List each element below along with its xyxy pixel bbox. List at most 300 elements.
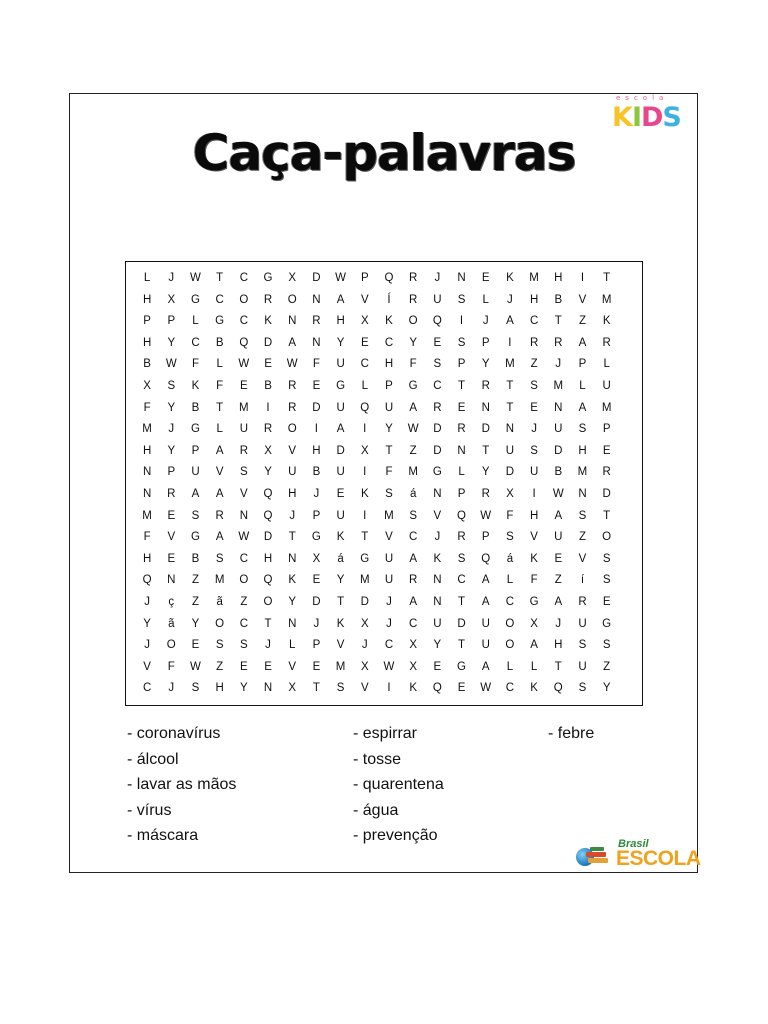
grid-cell[interactable]: A: [481, 660, 490, 673]
grid-cell[interactable]: S: [578, 509, 587, 522]
grid-cell[interactable]: R: [167, 487, 176, 500]
grid-cell[interactable]: D: [602, 487, 611, 500]
grid-cell[interactable]: P: [143, 315, 151, 328]
grid-cell[interactable]: A: [530, 639, 538, 652]
grid-cell[interactable]: O: [287, 423, 297, 436]
grid-cell[interactable]: J: [289, 509, 296, 522]
grid-cell[interactable]: H: [288, 487, 297, 500]
grid-cell[interactable]: M: [553, 379, 564, 392]
grid-cell[interactable]: F: [385, 466, 393, 479]
grid-cell[interactable]: R: [409, 293, 418, 306]
grid-cell[interactable]: Z: [530, 358, 538, 371]
grid-cell[interactable]: Z: [578, 315, 586, 328]
grid-cell[interactable]: K: [530, 682, 538, 695]
grid-cell[interactable]: U: [336, 401, 345, 414]
grid-cell[interactable]: F: [216, 379, 224, 392]
grid-cell[interactable]: F: [191, 358, 199, 371]
grid-cell[interactable]: M: [335, 660, 346, 673]
grid-cell[interactable]: X: [409, 660, 417, 673]
grid-cell[interactable]: L: [289, 639, 296, 652]
grid-cell[interactable]: Z: [191, 595, 199, 608]
grid-cell[interactable]: A: [409, 401, 417, 414]
grid-cell[interactable]: R: [578, 595, 587, 608]
grid-cell[interactable]: A: [288, 336, 297, 349]
grid-cell[interactable]: U: [433, 617, 442, 630]
grid-cell[interactable]: G: [336, 379, 346, 392]
grid-cell[interactable]: R: [263, 423, 273, 436]
grid-cell[interactable]: P: [360, 272, 369, 284]
grid-cell[interactable]: H: [142, 293, 152, 306]
grid-cell[interactable]: A: [215, 487, 224, 500]
grid-cell[interactable]: M: [214, 574, 225, 587]
grid-cell[interactable]: S: [457, 552, 466, 565]
grid-cell[interactable]: Y: [336, 574, 345, 587]
grid-cell[interactable]: R: [215, 509, 224, 522]
grid-cell[interactable]: R: [457, 423, 466, 436]
grid-cell[interactable]: A: [506, 315, 514, 328]
grid-cell[interactable]: U: [481, 639, 490, 652]
grid-cell[interactable]: ã: [216, 595, 223, 608]
grid-cell[interactable]: R: [554, 336, 563, 349]
grid-cell[interactable]: U: [578, 617, 587, 630]
grid-cell[interactable]: D: [433, 423, 442, 436]
grid-cell[interactable]: S: [578, 682, 587, 695]
grid-cell[interactable]: F: [506, 509, 514, 522]
grid-cell[interactable]: D: [263, 336, 273, 349]
grid-cell[interactable]: V: [143, 660, 151, 673]
grid-cell[interactable]: G: [215, 315, 225, 328]
grid-cell[interactable]: Y: [481, 358, 490, 371]
grid-cell[interactable]: R: [602, 336, 611, 349]
grid-cell[interactable]: U: [505, 444, 515, 457]
grid-cell[interactable]: K: [602, 315, 611, 328]
grid-cell[interactable]: Y: [288, 595, 297, 608]
grid-cell[interactable]: F: [312, 358, 320, 371]
grid-cell[interactable]: T: [312, 682, 320, 695]
grid-cell[interactable]: N: [481, 401, 490, 414]
grid-cell[interactable]: E: [457, 682, 466, 695]
grid-cell[interactable]: M: [601, 293, 612, 306]
grid-cell[interactable]: Y: [167, 444, 176, 457]
grid-cell[interactable]: á: [506, 552, 514, 565]
grid-cell[interactable]: B: [554, 293, 563, 306]
grid-cell[interactable]: J: [144, 639, 150, 652]
grid-cell[interactable]: H: [336, 315, 345, 328]
grid-cell[interactable]: J: [482, 315, 489, 328]
grid-cell[interactable]: S: [433, 358, 442, 371]
grid-cell[interactable]: C: [433, 379, 442, 392]
grid-cell[interactable]: H: [142, 444, 152, 457]
grid-cell[interactable]: H: [312, 444, 321, 457]
grid-cell[interactable]: E: [360, 336, 369, 349]
grid-cell[interactable]: R: [312, 315, 321, 328]
grid-cell[interactable]: I: [459, 315, 464, 328]
grid-cell[interactable]: L: [216, 358, 223, 371]
grid-cell[interactable]: J: [168, 682, 175, 695]
grid-cell[interactable]: S: [409, 509, 417, 522]
grid-cell[interactable]: K: [409, 682, 417, 695]
grid-cell[interactable]: D: [505, 466, 515, 479]
grid-cell[interactable]: X: [288, 272, 297, 284]
grid-cell[interactable]: S: [215, 552, 224, 565]
grid-cell[interactable]: E: [191, 639, 200, 652]
grid-cell[interactable]: T: [458, 595, 466, 608]
grid-cell[interactable]: Y: [191, 617, 200, 630]
grid-cell[interactable]: O: [505, 617, 515, 630]
grid-cell[interactable]: Z: [191, 574, 199, 587]
grid-cell[interactable]: G: [602, 617, 612, 630]
grid-cell[interactable]: M: [142, 509, 152, 522]
grid-cell[interactable]: D: [312, 595, 321, 608]
grid-cell[interactable]: M: [577, 466, 588, 479]
grid-cell[interactable]: T: [264, 617, 272, 630]
grid-cell[interactable]: T: [385, 444, 393, 457]
grid-cell[interactable]: B: [554, 466, 563, 479]
grid-cell[interactable]: L: [482, 293, 489, 306]
grid-cell[interactable]: H: [142, 552, 152, 565]
grid-cell[interactable]: T: [337, 595, 345, 608]
grid-cell[interactable]: T: [603, 272, 611, 284]
grid-cell[interactable]: C: [360, 358, 369, 371]
grid-cell[interactable]: E: [433, 336, 442, 349]
grid-cell[interactable]: E: [167, 509, 176, 522]
grid-cell[interactable]: Y: [264, 466, 272, 479]
grid-cell[interactable]: W: [383, 660, 395, 673]
grid-cell[interactable]: ã: [168, 617, 175, 630]
grid-cell[interactable]: E: [312, 574, 321, 587]
grid-cell[interactable]: E: [554, 552, 563, 565]
grid-cell[interactable]: U: [384, 401, 394, 414]
grid-cell[interactable]: A: [191, 487, 200, 500]
grid-cell[interactable]: A: [578, 336, 587, 349]
grid-cell[interactable]: O: [602, 531, 612, 544]
grid-cell[interactable]: W: [407, 423, 419, 436]
grid-cell[interactable]: G: [263, 272, 273, 284]
grid-cell[interactable]: C: [384, 336, 394, 349]
grid-cell[interactable]: S: [602, 574, 611, 587]
grid-cell[interactable]: W: [480, 682, 492, 695]
grid-cell[interactable]: W: [552, 487, 564, 500]
grid-cell[interactable]: Y: [433, 639, 442, 652]
grid-cell[interactable]: A: [554, 595, 563, 608]
grid-cell[interactable]: I: [363, 466, 367, 479]
grid-cell[interactable]: A: [481, 595, 490, 608]
grid-cell[interactable]: A: [578, 401, 587, 414]
grid-cell[interactable]: B: [215, 336, 224, 349]
grid-cell[interactable]: H: [554, 639, 563, 652]
grid-cell[interactable]: Y: [385, 423, 393, 436]
grid-cell[interactable]: L: [361, 379, 368, 392]
grid-cell[interactable]: X: [288, 682, 297, 695]
grid-cell[interactable]: ç: [168, 595, 175, 608]
grid-cell[interactable]: Q: [432, 315, 442, 328]
grid-cell[interactable]: L: [192, 315, 199, 328]
grid-cell[interactable]: V: [578, 552, 587, 565]
grid-cell[interactable]: Z: [603, 660, 611, 673]
grid-cell[interactable]: T: [603, 509, 611, 522]
grid-cell[interactable]: K: [264, 315, 272, 328]
grid-cell[interactable]: N: [288, 617, 297, 630]
grid-cell[interactable]: P: [457, 358, 466, 371]
grid-cell[interactable]: G: [190, 531, 200, 544]
grid-cell[interactable]: U: [554, 531, 563, 544]
grid-cell[interactable]: V: [530, 531, 538, 544]
grid-cell[interactable]: D: [336, 444, 345, 457]
grid-cell[interactable]: M: [384, 509, 394, 522]
grid-cell[interactable]: L: [143, 272, 151, 284]
grid-cell[interactable]: X: [312, 552, 321, 565]
grid-cell[interactable]: C: [239, 552, 248, 565]
grid-cell[interactable]: F: [409, 358, 417, 371]
grid-cell[interactable]: U: [578, 660, 587, 673]
grid-cell[interactable]: í: [580, 574, 585, 587]
grid-cell[interactable]: C: [142, 682, 152, 695]
grid-cell[interactable]: L: [579, 379, 586, 392]
grid-cell[interactable]: N: [578, 487, 587, 500]
grid-cell[interactable]: J: [144, 595, 150, 608]
grid-cell[interactable]: X: [143, 379, 151, 392]
grid-cell[interactable]: S: [385, 487, 393, 500]
grid-cell[interactable]: P: [457, 487, 466, 500]
grid-cell[interactable]: á: [337, 552, 344, 565]
grid-cell[interactable]: M: [505, 358, 515, 371]
grid-cell[interactable]: N: [263, 682, 273, 695]
grid-cell[interactable]: R: [481, 487, 490, 500]
grid-cell[interactable]: G: [311, 531, 321, 544]
grid-cell[interactable]: Y: [240, 682, 248, 695]
grid-cell[interactable]: Q: [263, 487, 273, 500]
grid-cell[interactable]: P: [167, 466, 176, 479]
grid-cell[interactable]: O: [239, 574, 249, 587]
grid-cell[interactable]: G: [529, 595, 539, 608]
grid-cell[interactable]: Q: [142, 574, 152, 587]
grid-cell[interactable]: B: [312, 466, 321, 479]
grid-cell[interactable]: D: [263, 531, 273, 544]
grid-cell[interactable]: S: [167, 379, 176, 392]
grid-cell[interactable]: M: [529, 272, 539, 284]
grid-cell[interactable]: R: [602, 466, 611, 479]
grid-cell[interactable]: E: [530, 401, 538, 414]
grid-cell[interactable]: U: [336, 509, 345, 522]
grid-cell[interactable]: E: [312, 379, 321, 392]
grid-cell[interactable]: S: [578, 423, 587, 436]
grid-cell[interactable]: X: [360, 617, 369, 630]
grid-cell[interactable]: J: [168, 423, 175, 436]
grid-cell[interactable]: Q: [481, 552, 491, 565]
grid-cell[interactable]: A: [336, 293, 345, 306]
grid-cell[interactable]: Y: [481, 466, 490, 479]
grid-cell[interactable]: T: [458, 379, 466, 392]
grid-cell[interactable]: E: [167, 552, 176, 565]
grid-cell[interactable]: T: [554, 660, 562, 673]
grid-cell[interactable]: V: [433, 509, 442, 522]
grid-cell[interactable]: S: [191, 509, 200, 522]
grid-cell[interactable]: W: [190, 272, 201, 284]
grid-cell[interactable]: J: [168, 272, 175, 284]
grid-cell[interactable]: S: [578, 639, 587, 652]
grid-cell[interactable]: L: [216, 423, 223, 436]
grid-cell[interactable]: E: [433, 660, 442, 673]
grid-cell[interactable]: S: [530, 444, 538, 457]
grid-cell[interactable]: X: [360, 660, 369, 673]
grid-cell[interactable]: S: [215, 639, 224, 652]
grid-cell[interactable]: R: [239, 444, 248, 457]
grid-cell[interactable]: R: [409, 574, 418, 587]
grid-cell[interactable]: E: [240, 379, 248, 392]
grid-cell[interactable]: N: [167, 574, 176, 587]
grid-cell[interactable]: P: [481, 531, 490, 544]
grid-cell[interactable]: A: [336, 423, 345, 436]
grid-cell[interactable]: H: [142, 336, 152, 349]
grid-cell[interactable]: S: [336, 682, 345, 695]
grid-cell[interactable]: F: [167, 660, 175, 673]
grid-cell[interactable]: O: [408, 315, 418, 328]
grid-cell[interactable]: O: [287, 293, 297, 306]
grid-cell[interactable]: H: [529, 293, 539, 306]
grid-cell[interactable]: W: [286, 358, 298, 371]
grid-cell[interactable]: L: [530, 660, 538, 673]
grid-cell[interactable]: R: [433, 401, 442, 414]
grid-cell[interactable]: J: [507, 293, 513, 306]
grid-cell[interactable]: E: [264, 660, 272, 673]
grid-cell[interactable]: F: [143, 531, 151, 544]
grid-cell[interactable]: R: [457, 531, 466, 544]
grid-cell[interactable]: N: [312, 336, 321, 349]
grid-cell[interactable]: R: [288, 401, 297, 414]
grid-cell[interactable]: V: [360, 682, 369, 695]
grid-cell[interactable]: P: [602, 423, 611, 436]
grid-cell[interactable]: Y: [602, 682, 611, 695]
grid-cell[interactable]: D: [457, 617, 466, 630]
grid-cell[interactable]: A: [554, 509, 563, 522]
grid-cell[interactable]: G: [432, 466, 442, 479]
grid-cell[interactable]: M: [601, 401, 612, 414]
grid-cell[interactable]: Q: [263, 574, 273, 587]
grid-cell[interactable]: N: [142, 487, 152, 500]
grid-cell[interactable]: T: [458, 639, 466, 652]
grid-cell[interactable]: U: [384, 574, 394, 587]
grid-cell[interactable]: W: [238, 358, 250, 371]
grid-cell[interactable]: D: [360, 595, 369, 608]
grid-cell[interactable]: Q: [553, 682, 563, 695]
grid-cell[interactable]: E: [602, 444, 611, 457]
grid-cell[interactable]: J: [386, 617, 392, 630]
grid-cell[interactable]: K: [336, 531, 345, 544]
grid-cell[interactable]: P: [578, 358, 587, 371]
grid-cell[interactable]: N: [312, 293, 321, 306]
grid-cell[interactable]: H: [578, 444, 587, 457]
grid-cell[interactable]: Q: [457, 509, 466, 522]
grid-cell[interactable]: C: [384, 639, 394, 652]
grid-cell[interactable]: B: [191, 401, 200, 414]
grid-cell[interactable]: B: [143, 358, 151, 371]
grid-cell[interactable]: V: [215, 466, 224, 479]
grid-cell[interactable]: W: [165, 358, 177, 371]
grid-cell[interactable]: Z: [578, 531, 586, 544]
grid-cell[interactable]: J: [361, 639, 368, 652]
grid-cell[interactable]: J: [313, 487, 320, 500]
grid-cell[interactable]: Z: [240, 595, 248, 608]
grid-cell[interactable]: P: [312, 639, 321, 652]
grid-cell[interactable]: I: [363, 423, 367, 436]
grid-cell[interactable]: S: [602, 639, 611, 652]
grid-cell[interactable]: S: [191, 682, 200, 695]
grid-cell[interactable]: L: [506, 574, 514, 587]
grid-cell[interactable]: C: [505, 682, 515, 695]
grid-cell[interactable]: S: [240, 639, 248, 652]
grid-cell[interactable]: X: [264, 444, 272, 457]
grid-cell[interactable]: J: [434, 272, 441, 284]
grid-cell[interactable]: P: [385, 379, 393, 392]
grid-cell[interactable]: K: [336, 617, 345, 630]
grid-cell[interactable]: R: [529, 336, 539, 349]
grid-cell[interactable]: P: [191, 444, 200, 457]
grid-cell[interactable]: X: [360, 444, 369, 457]
grid-cell[interactable]: N: [554, 401, 563, 414]
grid-cell[interactable]: N: [433, 595, 442, 608]
grid-cell[interactable]: T: [506, 379, 514, 392]
grid-cell[interactable]: L: [506, 660, 514, 673]
grid-cell[interactable]: S: [530, 379, 538, 392]
grid-cell[interactable]: Y: [143, 617, 151, 630]
grid-cell[interactable]: V: [385, 531, 393, 544]
grid-cell[interactable]: D: [481, 423, 490, 436]
grid-cell[interactable]: U: [336, 466, 345, 479]
grid-cell[interactable]: S: [506, 531, 514, 544]
grid-cell[interactable]: R: [481, 379, 490, 392]
grid-cell[interactable]: H: [384, 358, 394, 371]
grid-cell[interactable]: A: [481, 574, 490, 587]
grid-cell[interactable]: S: [457, 336, 466, 349]
grid-cell[interactable]: G: [190, 423, 200, 436]
grid-cell[interactable]: T: [554, 315, 562, 328]
grid-cell[interactable]: H: [263, 552, 273, 565]
grid-cell[interactable]: S: [602, 552, 611, 565]
grid-cell[interactable]: á: [409, 487, 417, 500]
grid-cell[interactable]: P: [481, 336, 490, 349]
grid-cell[interactable]: M: [239, 401, 249, 414]
grid-cell[interactable]: U: [384, 552, 394, 565]
grid-cell[interactable]: W: [480, 509, 492, 522]
grid-cell[interactable]: Q: [384, 272, 394, 284]
grid-cell[interactable]: H: [215, 682, 224, 695]
grid-cell[interactable]: V: [167, 531, 176, 544]
grid-cell[interactable]: C: [409, 617, 418, 630]
grid-cell[interactable]: C: [457, 574, 466, 587]
grid-cell[interactable]: O: [263, 595, 273, 608]
grid-cell[interactable]: U: [239, 423, 248, 436]
grid-cell[interactable]: A: [215, 444, 224, 457]
grid-cell[interactable]: T: [288, 531, 296, 544]
grid-cell[interactable]: E: [481, 272, 490, 284]
grid-cell[interactable]: C: [215, 293, 224, 306]
grid-cell[interactable]: N: [433, 574, 442, 587]
grid-cell[interactable]: K: [385, 315, 393, 328]
grid-cell[interactable]: C: [191, 336, 200, 349]
grid-cell[interactable]: E: [336, 487, 345, 500]
grid-cell[interactable]: U: [554, 423, 563, 436]
grid-cell[interactable]: K: [433, 552, 442, 565]
grid-cell[interactable]: O: [215, 617, 225, 630]
grid-cell[interactable]: Q: [239, 336, 249, 349]
grid-cell[interactable]: K: [360, 487, 369, 500]
grid-cell[interactable]: A: [215, 531, 224, 544]
grid-cell[interactable]: X: [506, 487, 514, 500]
grid-cell[interactable]: R: [288, 379, 297, 392]
grid-cell[interactable]: D: [433, 444, 442, 457]
grid-cell[interactable]: N: [457, 444, 466, 457]
grid-cell[interactable]: R: [263, 293, 273, 306]
